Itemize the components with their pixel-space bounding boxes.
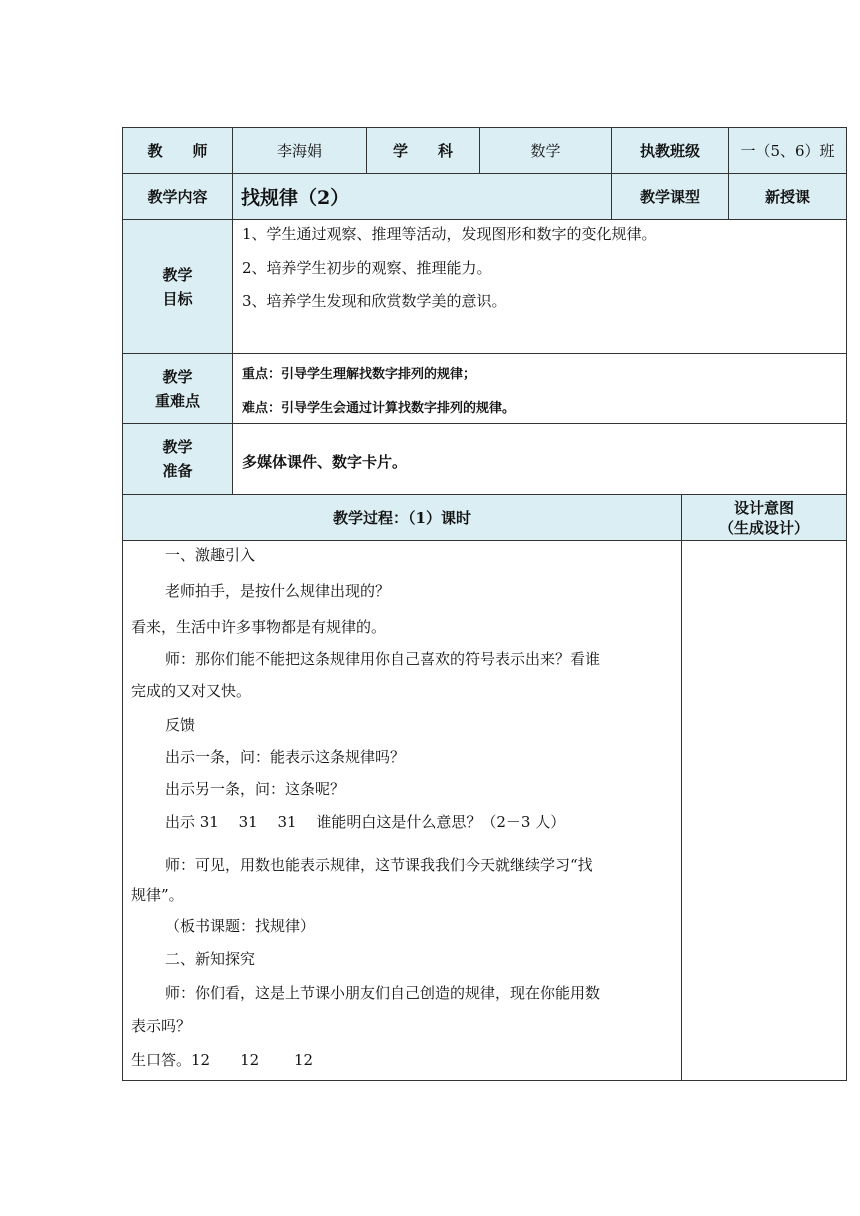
design-intent-body	[681, 540, 847, 1081]
process-line: 看来，生活中许多事物都是有规律的。	[131, 618, 387, 636]
process-body	[122, 540, 682, 1081]
keypoints-label	[122, 353, 233, 424]
design-intent-header	[681, 494, 847, 541]
goals-label	[122, 219, 233, 354]
goal-item: 1、学生通过观察、推理等活动，发现图形和数字的变化规律。	[242, 225, 657, 243]
class-label: 执教班级	[611, 127, 729, 174]
process-line: 生口答。12 12 12	[131, 1051, 314, 1069]
process-line: 出示一条，问：能表示这条规律吗？	[165, 748, 406, 766]
content-label: 教学内容	[122, 173, 233, 220]
subject-label: 学 科	[366, 127, 480, 174]
lesson-type-label: 教学课型	[611, 173, 729, 220]
process-line: 师：可见，用数也能表示规律，这节课我我们今天就继续学习“找	[165, 856, 593, 874]
process-line: 老师拍手，是按什么规律出现的？	[165, 582, 391, 600]
prep-text: 多媒体课件、数字卡片。	[242, 453, 408, 471]
process-line: 完成的又对又快。	[131, 682, 252, 700]
keypoints-label-line2: 重难点	[154, 391, 200, 410]
process-line: 出示另一条，问：这条呢？	[165, 780, 346, 798]
class-value: 一（5、6）班	[728, 127, 847, 174]
lesson-type-value: 新授课	[728, 173, 847, 220]
process-line: 表示吗？	[131, 1017, 192, 1035]
goals-label-line1: 教学	[162, 265, 193, 284]
process-line: 一、激趣引入	[165, 546, 256, 564]
process-line: 师：你们看，这是上节课小朋友们自己创造的规律，现在你能用数	[165, 984, 601, 1002]
focus-text: 重点：引导学生理解找数字排列的规律；	[242, 367, 477, 382]
prep-label-line1: 教学	[162, 438, 193, 456]
subject-value: 数学	[479, 127, 612, 174]
process-line: 出示 31 31 31 谁能明白这是什么意思？（2－3 人）	[165, 813, 566, 831]
prep-label-line2: 准备	[162, 462, 193, 480]
difficulty-text: 难点：引导学生会通过计算找数字排列的规律。	[242, 401, 516, 416]
lesson-title-text: 找规律（2）	[241, 187, 350, 209]
teacher-label: 教 师	[122, 127, 233, 174]
lesson-title	[232, 173, 612, 220]
process-line: （板书课题：找规律）	[165, 917, 316, 935]
goal-item: 3、培养学生发现和欣赏数学美的意识。	[242, 292, 507, 310]
goals-content	[232, 219, 847, 354]
teacher-name: 李海娟	[232, 127, 367, 174]
design-intent-line1: 设计意图	[733, 498, 794, 517]
goal-item: 2、培养学生初步的观察、推理能力。	[242, 259, 492, 277]
prep-label	[122, 423, 233, 495]
process-header: 教学过程：（1）课时	[122, 494, 682, 541]
keypoints-label-line1: 教学	[162, 367, 193, 386]
keypoints-content	[232, 353, 847, 424]
prep-content	[232, 423, 847, 495]
process-line: 二、新知探究	[165, 950, 256, 968]
process-line: 师：那你们能不能把这条规律用你自己喜欢的符号表示出来？看谁	[165, 650, 601, 668]
process-line: 规律”。	[131, 886, 184, 904]
goals-label-line2: 目标	[162, 289, 193, 308]
design-intent-line2: （生成设计）	[718, 518, 809, 537]
process-line: 反馈	[165, 716, 196, 734]
